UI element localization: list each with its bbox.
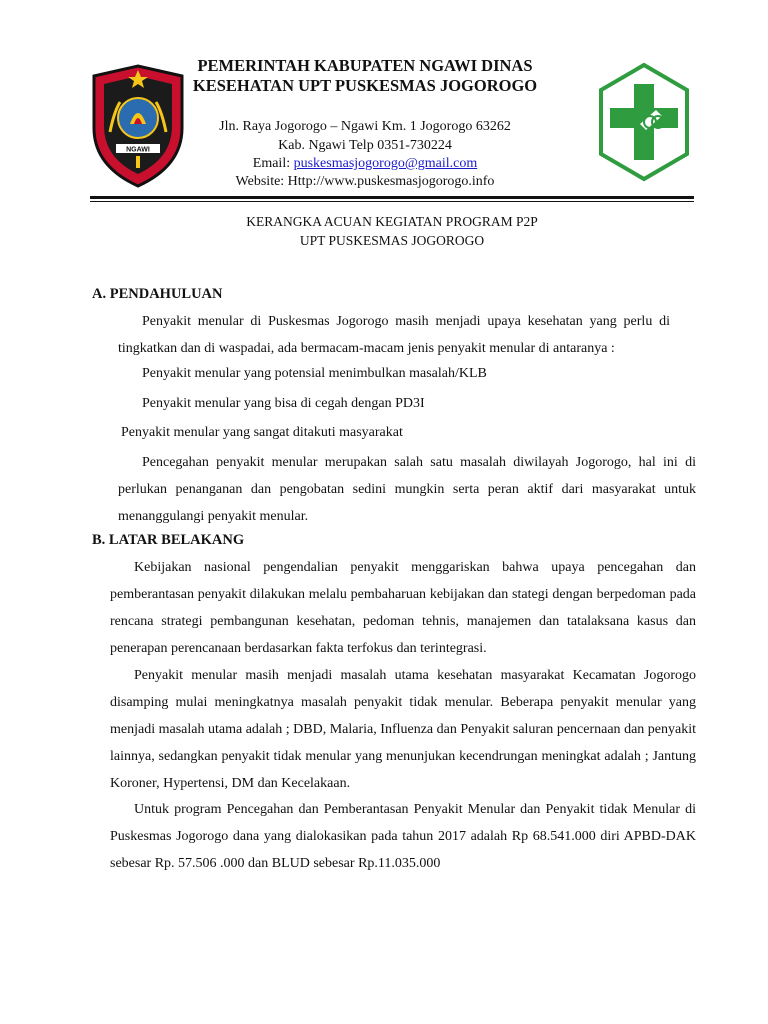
section-b-paragraph-1: Kebijakan nasional pengendalian penyakit menggariskan bahwa upaya pencegahan dan pemberantasan penyakit dilakukan melalu pembaharuan kebijakan dan stategi dengan berpedoman pada rencana strategi pembangunan kesehatan, pedoman tehnis, manajemen dan tatalaksana kasus dan penerapan perencanaan berdasarkan fakta terfokus dan terintegrasi.: [110, 560, 696, 656]
section-b-heading: B. LATAR BELAKANG: [92, 532, 245, 548]
section-a-paragraph-2: Pencegahan penyakit menular merupakan salah satu masalah diwilayah Jogorogo, hal ini di perlukan penanganan dan pengobatan sedini mungkin serta peran aktif dari masyarakat untuk menanggulangi penyakit menular.: [118, 455, 696, 524]
section-a-item-2: Penyakit menular yang bisa di cegah dengan PD3I: [142, 396, 425, 411]
website-line: Website: Http://www.puskesmasjogorogo.info: [235, 174, 495, 189]
agency-title: PEMERINTAH KABUPATEN NGAWI DINAS KESEHATAN UPT PUSKESMAS JOGOROGO: [192, 56, 538, 95]
emblem-label: NGAWI: [126, 146, 150, 154]
document-title: KERANGKA ACUAN KEGIATAN PROGRAM P2P: [246, 214, 538, 229]
section-a-paragraph-1: Penyakit menular di Puskesmas Jogorogo masih menjadi upaya kesehatan yang perlu di tingkatkan dan di waspadai, ada bermacam-macam jenis penyakit menular di antaranya :: [118, 314, 670, 356]
phone-line: Kab. Ngawi Telp 0351-730224: [278, 138, 452, 153]
address-line: Jln. Raya Jogorogo – Ngawi Km. 1 Jogorogo 63262: [219, 119, 511, 134]
header-divider-thick: [90, 196, 694, 199]
email-link[interactable]: puskesmasjogorogo@gmail.com: [293, 156, 478, 171]
section-a-item-1: Penyakit menular yang potensial menimbulkan masalah/KLB: [142, 366, 487, 381]
section-a-heading: A. PENDAHULUAN: [92, 286, 223, 302]
email-line: [172, 155, 558, 173]
section-a-item-3: Penyakit menular yang sangat ditakuti masyarakat: [121, 425, 403, 440]
email-label: Email:: [252, 156, 294, 171]
section-b-paragraph-3: Untuk program Pencegahan dan Pemberantasan Penyakit Menular dan Penyakit tidak Menular di Puskesmas Jogorogo dana yang dialokasikan pada tahun 2017 adalah Rp 68.541.000 diri APBD-DAK sebesar Rp. 57.506 .000 dan BLUD sebesar Rp.11.035.000: [110, 802, 696, 871]
document-subtitle: UPT PUSKESMAS JOGOROGO: [299, 233, 485, 248]
section-b-paragraph-2: Penyakit menular masih menjadi masalah utama kesehatan masyarakat Kecamatan Jogorogo disamping mulai meningkatnya masalah penyakit tidak menular. Beberapa penyakit menular yang menjadi masalah utama adalah ; DBD, Malaria, Influenza dan Penyakit saluran pencernaan dan penyakit lainnya, sedangkan penyakit tidak menular yang menunjukan kecendrungan meningkat adalah ; Jantung Koroner, Hypertensi, DM dan Kecelakaan.: [110, 668, 696, 791]
header-divider-thin: [90, 201, 694, 202]
puskesmas-cross-logo-icon: [596, 62, 692, 182]
